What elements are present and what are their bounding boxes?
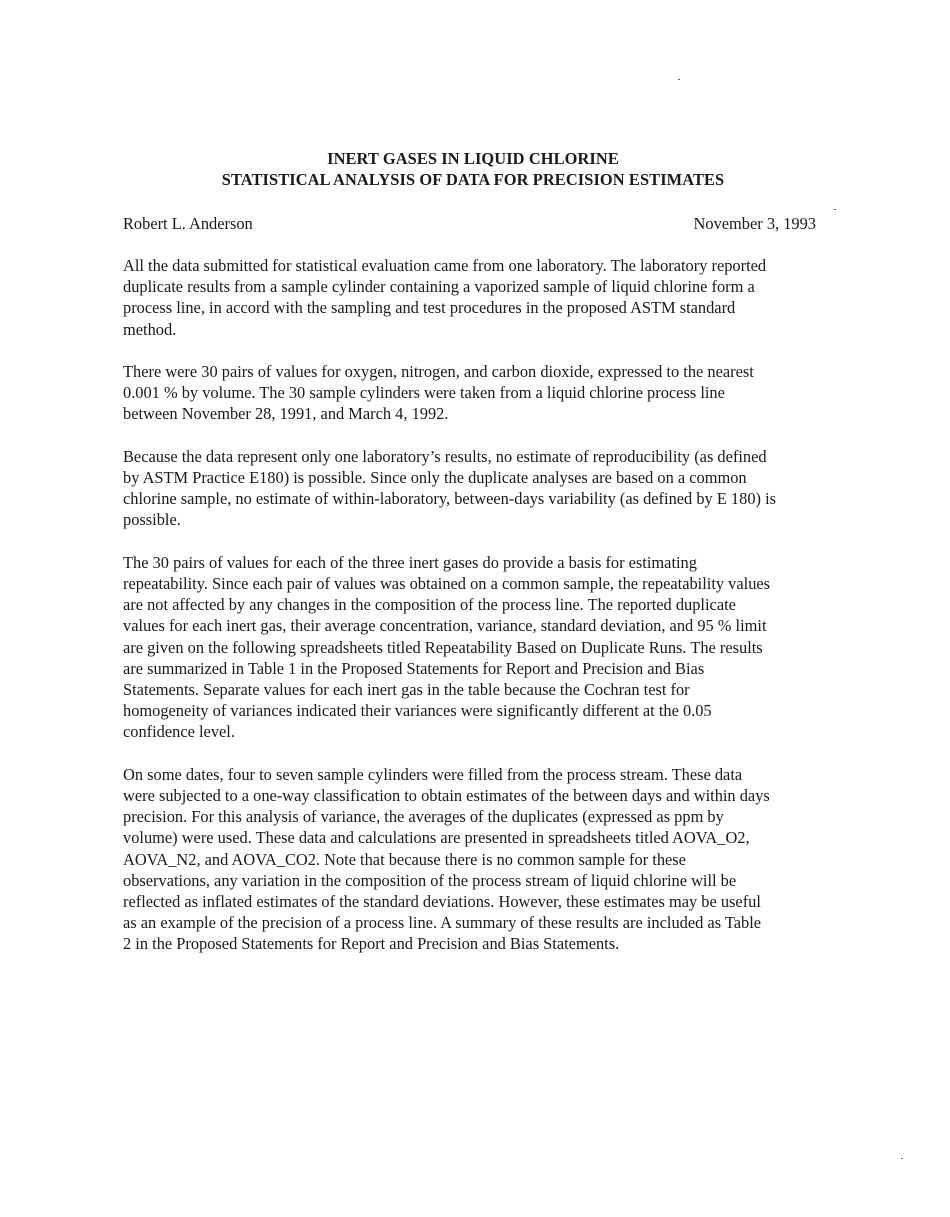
text-line: Because the data represent only one laboratory’s results, no estimate of reproducibility (as defined bbox=[123, 446, 767, 466]
text-line: confidence level. bbox=[123, 722, 235, 742]
text-line: were subjected to a one-way classification to obtain estimates of the between days and within days bbox=[123, 786, 770, 806]
text-line: chlorine sample, no estimate of within-laboratory, between-days variability (as defined by E 180) is bbox=[123, 489, 776, 509]
title-line-1: INERT GASES IN LIQUID CHLORINE bbox=[327, 149, 619, 168]
text-line: homogeneity of variances indicated their variances were significantly different at the 0.05 bbox=[123, 701, 712, 721]
document-date: November 3, 1993 bbox=[693, 214, 816, 233]
text-line: are not affected by any changes in the composition of the process line. The reported duplicate bbox=[123, 595, 736, 615]
text-line: AOVA_N2, and AOVA_CO2. Note that because there is no common sample for these bbox=[123, 849, 686, 869]
text-line: precision. For this analysis of variance, the averages of the duplicates (expressed as ppm by bbox=[123, 807, 724, 827]
text-line: duplicate results from a sample cylinder containing a vaporized sample of liquid chlorine form a bbox=[123, 277, 755, 297]
text-line: 0.001 % by volume. The 30 sample cylinders were taken from a liquid chlorine process line bbox=[123, 383, 725, 403]
text-line: reflected as inflated estimates of the standard deviations. However, these estimates may be useful bbox=[123, 892, 761, 912]
text-line: On some dates, four to seven sample cylinders were filled from the process stream. These data bbox=[123, 764, 743, 784]
scan-speck bbox=[834, 209, 836, 210]
text-line: All the data submitted for statistical evaluation came from one laboratory. The laboratory reported bbox=[123, 256, 767, 275]
scan-speck bbox=[678, 79, 680, 80]
text-line: are summarized in Table 1 in the Proposed Statements for Report and Precision and Bias bbox=[123, 658, 705, 678]
text-line: process line, in accord with the sampling and test procedures in the proposed ASTM standard bbox=[123, 298, 736, 318]
text-line: values for each inert gas, their average concentration, variance, standard deviation, and 95 % limit bbox=[123, 616, 767, 636]
text-line: between November 28, 1991, and March 4, 1992. bbox=[123, 404, 449, 424]
paragraph-2 bbox=[123, 361, 829, 425]
paragraph-1 bbox=[123, 255, 829, 340]
text-line: 2 in the Proposed Statements for Report and Precision and Bias Statements. bbox=[123, 934, 620, 954]
text-line: as an example of the precision of a process line. A summary of these results are included as Table bbox=[123, 913, 762, 933]
document-body bbox=[123, 255, 829, 976]
text-line: There were 30 pairs of values for oxygen, nitrogen, and carbon dioxide, expressed to the nearest bbox=[123, 362, 754, 381]
title-line-2: STATISTICAL ANALYSIS OF DATA FOR PRECISION ESTIMATES bbox=[221, 170, 725, 189]
text-line: by ASTM Practice E180) is possible. Since only the duplicate analyses are based on a common bbox=[123, 468, 747, 487]
author-name: Robert L. Anderson bbox=[123, 214, 253, 233]
paragraph-3 bbox=[123, 446, 829, 531]
text-line: The 30 pairs of values for each of the three inert gases do provide a basis for estimating bbox=[123, 552, 697, 572]
text-line: method. bbox=[123, 319, 177, 339]
paragraph-4 bbox=[123, 552, 829, 743]
text-line: volume) were used. These data and calculations are presented in spreadsheets titled AOVA_O2, bbox=[123, 828, 750, 848]
text-line: possible. bbox=[123, 510, 181, 530]
paragraph-5 bbox=[123, 764, 829, 955]
text-line: observations, any variation in the composition of the process stream of liquid chlorine will be bbox=[123, 870, 737, 890]
scan-speck bbox=[901, 1158, 903, 1159]
text-line: repeatability. Since each pair of values was obtained on a common sample, the repeatability values bbox=[123, 574, 771, 593]
text-line: are given on the following spreadsheets titled Repeatability Based on Duplicate Runs. The results bbox=[123, 637, 763, 657]
document-title bbox=[0, 148, 946, 190]
text-line: Statements. Separate values for each inert gas in the table because the Cochran test for bbox=[123, 680, 690, 700]
